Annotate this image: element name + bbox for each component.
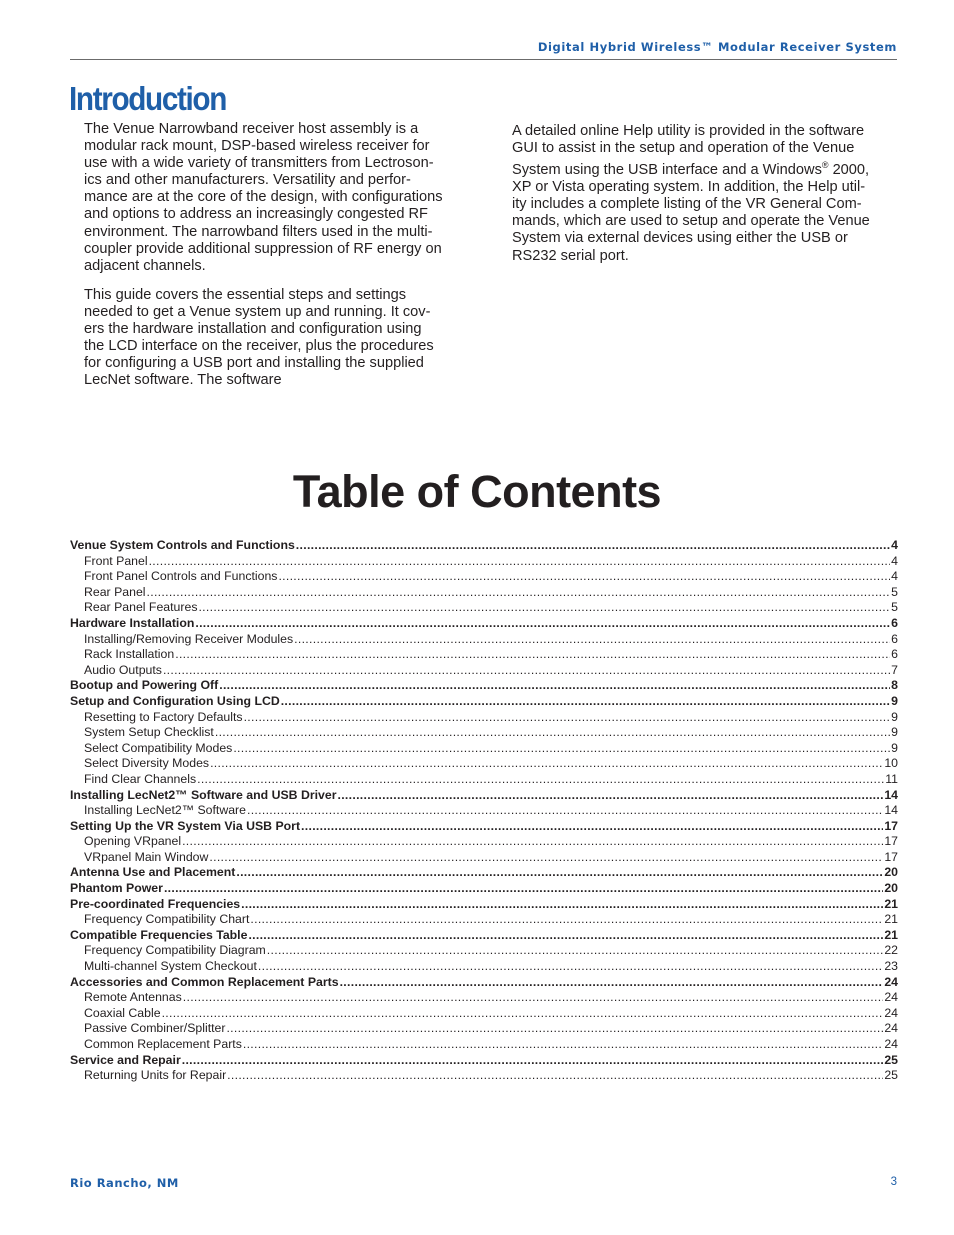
toc-entry-page: 17	[884, 849, 898, 864]
toc-dot-leader	[164, 881, 883, 897]
toc-entry-title: Phantom Power	[70, 881, 163, 896]
toc-entry-page: 11	[885, 771, 898, 786]
toc-entry-title: Installing LecNet2™ Software and USB Driver	[70, 787, 337, 802]
toc-entry-title: Rack Installation	[84, 647, 175, 662]
toc-dot-leader	[243, 1037, 883, 1053]
toc-subsection-entry[interactable]	[70, 834, 898, 850]
toc-entry-title: Rear Panel	[84, 584, 146, 599]
toc-dot-leader	[226, 1021, 883, 1037]
toc-dot-leader	[236, 865, 883, 881]
toc-subsection-entry[interactable]	[70, 741, 898, 757]
toc-section-entry[interactable]	[70, 819, 898, 835]
toc-dot-leader	[215, 725, 890, 741]
toc-entry-title: Installing LecNet2™ Software	[84, 803, 246, 818]
toc-entry-page: 17	[884, 818, 898, 833]
toc-entry-page: 24	[884, 974, 898, 989]
toc-entry-title: Common Replacement Parts	[84, 1037, 242, 1051]
toc-entry-page: 23	[884, 959, 898, 974]
toc-entry-page: 24	[884, 1021, 898, 1036]
registered-mark: ®	[821, 160, 829, 171]
toc-dot-leader	[198, 600, 890, 616]
toc-dot-leader	[149, 554, 891, 570]
toc-subsection-entry[interactable]	[70, 850, 898, 866]
toc-dot-leader	[182, 1053, 884, 1069]
toc-entry-page: 5	[891, 600, 898, 615]
toc-dot-leader	[258, 959, 883, 975]
toc-subsection-entry[interactable]	[70, 943, 898, 959]
page-number: 3	[890, 1176, 897, 1188]
intro-right-column	[512, 123, 897, 277]
toc-subsection-entry[interactable]	[70, 756, 898, 772]
toc-entry-page: 4	[891, 553, 898, 568]
toc-dot-leader	[183, 990, 884, 1006]
toc-entry-title: VRpanel Main Window	[84, 849, 209, 864]
table-of-contents	[70, 538, 898, 1084]
toc-entry-title: Installing/Removing Receiver Modules	[84, 631, 294, 646]
toc-entry-page: 9	[891, 725, 898, 740]
toc-entry-title: Rear Panel Features	[84, 600, 198, 615]
toc-dot-leader	[248, 928, 883, 944]
toc-section-entry[interactable]	[70, 975, 898, 991]
toc-dot-leader	[301, 819, 883, 835]
toc-entry-title: Returning Units for Repair	[84, 1068, 227, 1083]
toc-dot-leader	[209, 850, 883, 866]
toc-dot-leader	[241, 897, 883, 913]
toc-entry-title: Front Panel Controls and Functions	[84, 569, 278, 584]
toc-entry-title: Multi-channel System Checkout	[84, 959, 257, 974]
toc-entry-title: Front Panel	[84, 553, 148, 568]
toc-dot-leader	[219, 678, 890, 694]
toc-entry-page: 17	[884, 834, 898, 849]
toc-entry-title: Frequency Compatibility Chart	[84, 912, 250, 927]
toc-entry-page: 25	[884, 1052, 898, 1067]
toc-section-entry[interactable]	[70, 897, 898, 913]
toc-entry-page: 21	[884, 896, 898, 911]
toc-entry-title: Select Compatibility Modes	[84, 740, 233, 755]
toc-entry-title: Pre-coordinated Frequencies	[70, 896, 241, 911]
toc-dot-leader	[294, 632, 890, 648]
toc-entry-page: 20	[884, 881, 898, 896]
toc-subsection-entry[interactable]	[70, 1021, 898, 1037]
toc-subsection-entry[interactable]	[70, 647, 898, 663]
toc-entry-page: 7	[891, 662, 898, 677]
toc-entry-page: 6	[891, 631, 898, 646]
toc-entry-title: System Setup Checklist	[84, 725, 214, 740]
toc-entry-page: 10	[884, 756, 898, 771]
toc-dot-leader	[233, 741, 890, 757]
footer-location: Rio Rancho, NM	[70, 1176, 179, 1190]
toc-subsection-entry[interactable]	[70, 569, 898, 585]
running-header: Digital Hybrid Wireless™ Modular Receiver System	[537, 40, 897, 54]
toc-entry-title: Compatible Frequencies Table	[70, 927, 248, 942]
toc-dot-leader	[267, 943, 884, 959]
toc-dot-leader	[163, 663, 890, 679]
toc-dot-leader	[162, 1006, 884, 1022]
toc-section-entry[interactable]	[70, 788, 898, 804]
toc-section-entry[interactable]	[70, 538, 898, 554]
introduction-heading: Introduction	[69, 80, 227, 117]
intro-paragraph-3-end: 2000, XP or Vista operating system. In addition, the Help util- ity includes a complete listing of the VR General Com- mands, which are used to setup and operate the Venue System via external devices using either the USB or RS232 serial port.	[512, 162, 870, 264]
toc-section-entry[interactable]	[70, 865, 898, 881]
toc-entry-title: Setting Up the VR System Via USB Port	[70, 818, 301, 833]
toc-subsection-entry[interactable]	[70, 1037, 898, 1053]
toc-dot-leader	[338, 788, 884, 804]
toc-entry-title: Antenna Use and Placement	[70, 865, 236, 880]
toc-entry-page: 4	[891, 569, 898, 584]
toc-dot-leader	[197, 772, 884, 788]
toc-subsection-entry[interactable]	[70, 725, 898, 741]
toc-entry-page: 9	[891, 740, 898, 755]
toc-dot-leader	[182, 834, 883, 850]
toc-entry-title: Resetting to Factory Defaults	[84, 709, 243, 724]
toc-entry-title: Passive Combiner/Splitter	[84, 1021, 226, 1036]
toc-entry-page: 9	[891, 693, 898, 708]
toc-subsection-entry[interactable]	[70, 1068, 898, 1084]
toc-entry-page: 21	[884, 927, 898, 942]
toc-dot-leader	[247, 803, 883, 819]
toc-entry-title: Opening VRpanel	[84, 834, 182, 849]
toc-dot-leader	[340, 975, 884, 991]
toc-subsection-entry[interactable]	[70, 1006, 898, 1022]
toc-dot-leader	[210, 756, 883, 772]
toc-entry-title: Hardware Installation	[70, 615, 195, 630]
toc-dot-leader	[278, 569, 890, 585]
toc-entry-page: 9	[891, 709, 898, 724]
toc-dot-leader	[250, 912, 883, 928]
intro-paragraph-3	[512, 123, 897, 265]
toc-entry-page: 5	[891, 584, 898, 599]
intro-paragraph-3-start: A detailed online Help utility is provided in the software GUI to assist in the setup and operation of the Venue System using the USB interface and a Windows	[512, 123, 865, 179]
toc-subsection-entry[interactable]	[70, 803, 898, 819]
toc-heading: Table of Contents	[292, 466, 662, 517]
intro-left-column	[84, 121, 484, 401]
toc-entry-page: 6	[891, 647, 898, 662]
toc-entry-title: Select Diversity Modes	[84, 756, 210, 771]
toc-subsection-entry[interactable]	[70, 959, 898, 975]
toc-entry-page: 25	[884, 1068, 898, 1083]
toc-entry-title: Frequency Compatibility Diagram	[84, 943, 266, 958]
toc-section-entry[interactable]	[70, 881, 898, 897]
toc-entry-page: 14	[884, 787, 898, 802]
toc-subsection-entry[interactable]	[70, 710, 898, 726]
intro-paragraph-1: The Venue Narrowband receiver host assembly is a modular rack mount, DSP-based wireless receiver for use with a wide variety of transmitters from Lectroson- ics and other manufacturers. Versatility and perfor- mance are at the core of the design, with configurations and options to address an increasingly congested RF environment. The narrowband filters used in the multi- coupler provide additional suppression of RF energy on adjacent channels.	[84, 121, 443, 274]
toc-entry-page: 14	[884, 803, 898, 818]
toc-subsection-entry[interactable]	[70, 912, 898, 928]
toc-section-entry[interactable]	[70, 1053, 898, 1069]
toc-dot-leader	[281, 694, 890, 710]
toc-subsection-entry[interactable]	[70, 632, 898, 648]
toc-subsection-entry[interactable]	[70, 585, 898, 601]
toc-entry-title: Audio Outputs	[84, 662, 162, 677]
toc-dot-leader	[244, 710, 891, 726]
toc-entry-title: Setup and Configuration Using LCD	[70, 693, 280, 708]
toc-entry-title: Service and Repair	[70, 1052, 181, 1067]
toc-subsection-entry[interactable]	[70, 663, 898, 679]
header-rule	[70, 59, 897, 60]
toc-entry-title: Find Clear Channels	[84, 771, 197, 786]
toc-entry-title: Accessories and Common Replacement Parts	[70, 974, 339, 989]
toc-subsection-entry[interactable]	[70, 600, 898, 616]
toc-section-entry[interactable]	[70, 694, 898, 710]
toc-entry-page: 24	[884, 990, 898, 1005]
toc-entry-page: 6	[891, 615, 898, 630]
toc-entry-page: 4	[891, 538, 898, 552]
toc-dot-leader	[147, 585, 891, 601]
toc-subsection-entry[interactable]	[70, 772, 898, 788]
toc-entry-page: 8	[891, 678, 898, 693]
toc-dot-leader	[195, 616, 890, 632]
toc-subsection-entry[interactable]	[70, 554, 898, 570]
toc-entry-title: Bootup and Powering Off	[70, 678, 219, 693]
toc-section-entry[interactable]	[70, 928, 898, 944]
toc-section-entry[interactable]	[70, 678, 898, 694]
toc-dot-leader	[296, 538, 890, 554]
toc-dot-leader	[175, 647, 890, 663]
toc-entry-page: 24	[884, 1037, 898, 1051]
toc-entry-title: Venue System Controls and Functions	[70, 538, 295, 552]
intro-paragraph-2: This guide covers the essential steps and settings needed to get a Venue system up and running. It cov- ers the hardware installation and configuration using the LCD interface on the receiver, plus the procedures for configuring a USB port and installing the supplied LecNet software. The software	[84, 286, 434, 389]
toc-entry-title: Coaxial Cable	[84, 1005, 161, 1020]
toc-dot-leader	[227, 1068, 883, 1084]
toc-entry-page: 20	[884, 865, 898, 880]
toc-subsection-entry[interactable]	[70, 990, 898, 1006]
toc-entry-page: 21	[884, 912, 898, 927]
toc-entry-page: 24	[884, 1005, 898, 1020]
toc-section-entry[interactable]	[70, 616, 898, 632]
toc-entry-page: 22	[884, 943, 898, 958]
toc-entry-title: Remote Antennas	[84, 990, 182, 1005]
